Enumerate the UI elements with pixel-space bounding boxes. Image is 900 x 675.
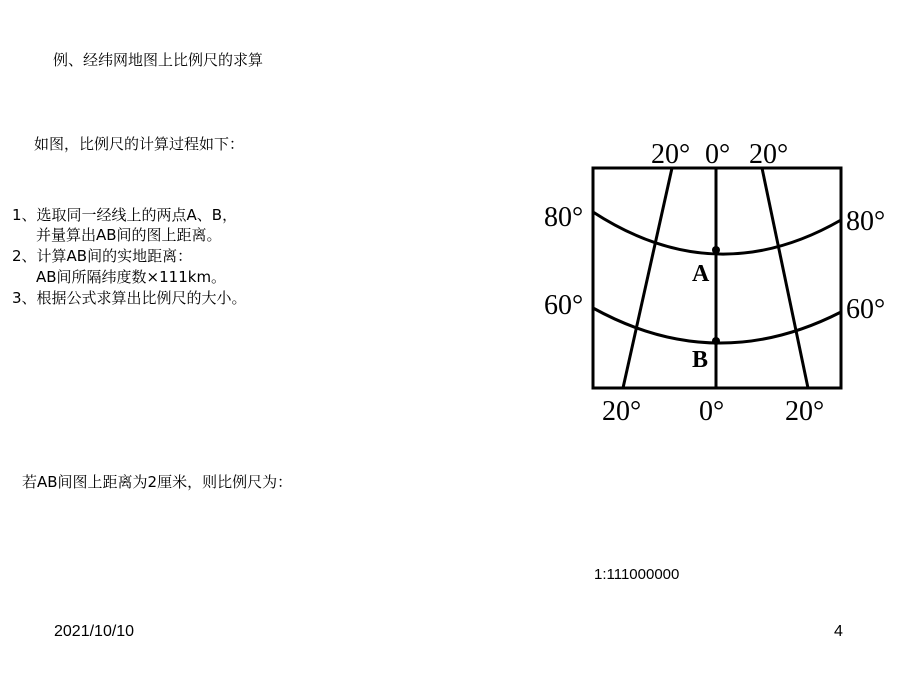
step-1-detail: 并量算出AB间的图上距离。 [36, 226, 222, 244]
question-text: 若AB间图上距离为2厘米，则比例尺为： [22, 473, 293, 491]
intro-text: 如图，比例尺的计算过程如下： [34, 135, 245, 153]
top-label-20e: 20° [749, 139, 789, 170]
bottom-label-20e: 20° [785, 396, 825, 427]
point-b-dot [712, 337, 720, 345]
left-label-80: 80° [544, 202, 584, 233]
page-number: 4 [834, 623, 843, 640]
top-label-20w: 20° [651, 139, 691, 170]
slide-title: 例、经纬网地图上比例尺的求算 [53, 51, 264, 69]
point-a-label: A [692, 261, 710, 287]
left-label-60: 60° [544, 290, 584, 321]
slide-date: 2021/10/10 [54, 623, 135, 640]
step-2-detail: AB间所隔纬度数×111km。 [36, 268, 227, 286]
top-label-0: 0° [705, 139, 731, 170]
step-3: 3、根据公式求算出比例尺的大小。 [12, 289, 247, 307]
meridian-20e [762, 168, 808, 388]
bottom-label-0: 0° [699, 396, 725, 427]
answer-text: 1:111000000 [594, 566, 680, 583]
step-2: 2、计算AB间的实地距离： [12, 247, 193, 265]
right-label-80: 80° [846, 206, 886, 237]
meridian-20w [623, 168, 672, 388]
right-label-60: 60° [846, 294, 886, 325]
bottom-label-20w: 20° [602, 396, 642, 427]
step-1: 1、选取同一经线上的两点A、B， [12, 206, 238, 224]
graticule-map [530, 130, 900, 430]
point-a-dot [712, 246, 720, 254]
point-b-label: B [692, 347, 709, 373]
